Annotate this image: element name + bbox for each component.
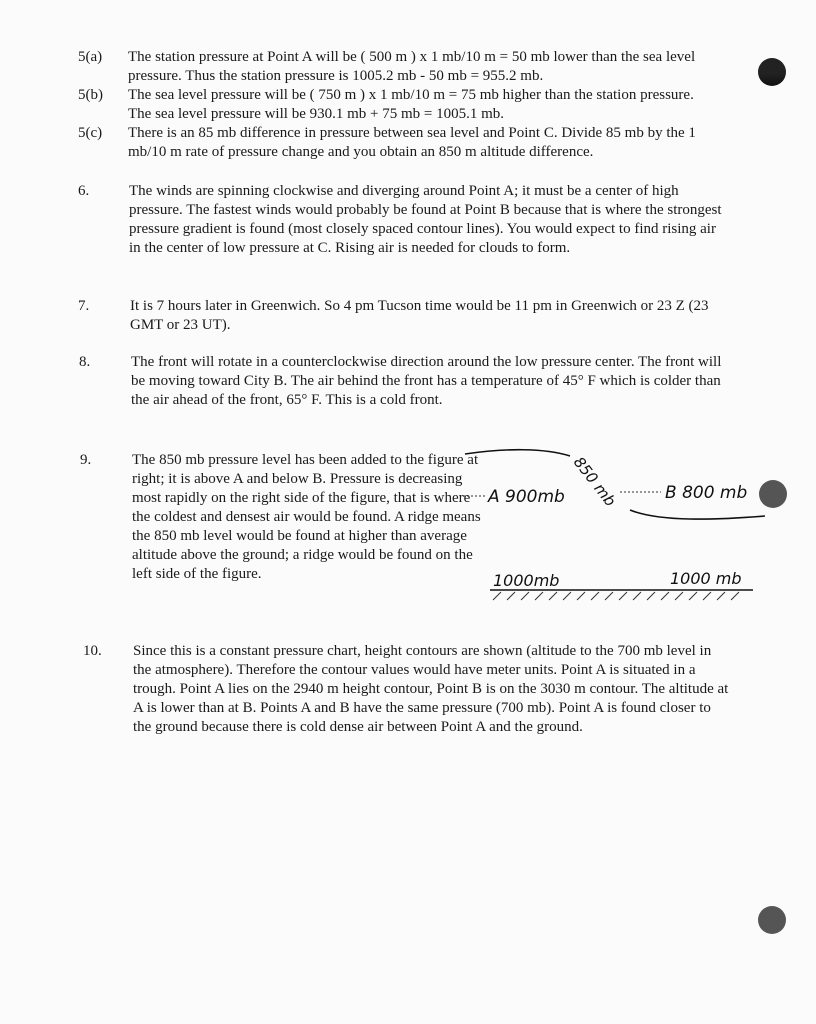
answer-text: Since this is a constant pressure chart, height contours are shown (altitude to the 700 mb level in the atmosphere). Therefore the contour values would have meter units. Point A is situated in a trough. Point A lies on the 2940 m height contour, Point B is on the 3030 m contour. The altitude at A is lower than at B. Points A and B have the same pressure (700 mb). Point A is found closer to the ground because there is cold dense air between Point A and the ground. bbox=[133, 643, 729, 735]
label-ground-right: 1000 mb bbox=[670, 569, 742, 588]
punch-hole-middle bbox=[759, 480, 787, 508]
punch-hole-bottom bbox=[758, 906, 786, 934]
answer-number: 5(c) bbox=[78, 125, 103, 141]
answer-text: The station pressure at Point A will be ( 500 m ) x 1 mb/10 m = 50 mb lower than the sea level pressure. Thus the station pressure is 1005.2 mb - 50 mb = 955.2 mb. bbox=[128, 49, 696, 84]
upper-contour-line bbox=[465, 450, 570, 456]
answer-text: The sea level pressure will be ( 750 m ) x 1 mb/10 m = 75 mb higher than the station pressure. The sea level pressure will be 930.1 mb + 75 mb = 1005.1 mb. bbox=[128, 87, 694, 122]
answer-number: 7. bbox=[78, 298, 90, 314]
answer-text: The front will rotate in a counterclockwise direction around the low pressure center. The front will be moving toward City B. The air behind the front has a temperature of 45° F which is colder than the air ahead of the front, 65° F. This is a cold front. bbox=[131, 354, 722, 408]
answer-number: 6. bbox=[78, 183, 90, 199]
label-850mb: 850 mb bbox=[569, 453, 620, 510]
answer-number: 10. bbox=[83, 643, 102, 659]
pressure-sketch bbox=[455, 440, 775, 610]
answer-text: The 850 mb pressure level has been added to the figure at right; it is above A and below B. Pressure is decreasing most rapidly on the right side of the figure, that is where the coldest and densest air would be found. A ridge means the 850 mb level would be found at higher than average altitude above the ground; a ridge would be found on the left side of the figure. bbox=[132, 452, 481, 582]
answer-number: 8. bbox=[79, 354, 91, 370]
answer-text: There is an 85 mb difference in pressure between sea level and Point C. Divide 85 mb by the 1 mb/10 m rate of pressure change and you obtain an 850 m altitude difference. bbox=[128, 125, 696, 160]
label-a-900mb: A 900mb bbox=[488, 487, 565, 507]
ground-hatching bbox=[493, 592, 739, 600]
label-ground-left: 1000mb bbox=[493, 571, 560, 590]
lower-contour-line bbox=[630, 510, 765, 519]
answer-number: 5(a) bbox=[78, 49, 103, 65]
answer-text: The winds are spinning clockwise and diverging around Point A; it must be a center of high pressure. The fastest winds would probably be found at Point B because that is where the strongest pressure gradient is found (most closely spaced contour lines). You would expect to find rising air in the center of low pressure at C. Rising air is needed for clouds to form. bbox=[129, 183, 722, 256]
label-b-800mb: B 800 mb bbox=[665, 483, 748, 503]
answer-text: It is 7 hours later in Greenwich. So 4 pm Tucson time would be 11 pm in Greenwich or 23 Z (23 GMT or 23 UT). bbox=[130, 298, 709, 333]
punch-hole-top bbox=[758, 58, 786, 86]
answer-number: 9. bbox=[80, 452, 92, 468]
answer-number: 5(b) bbox=[78, 87, 103, 103]
